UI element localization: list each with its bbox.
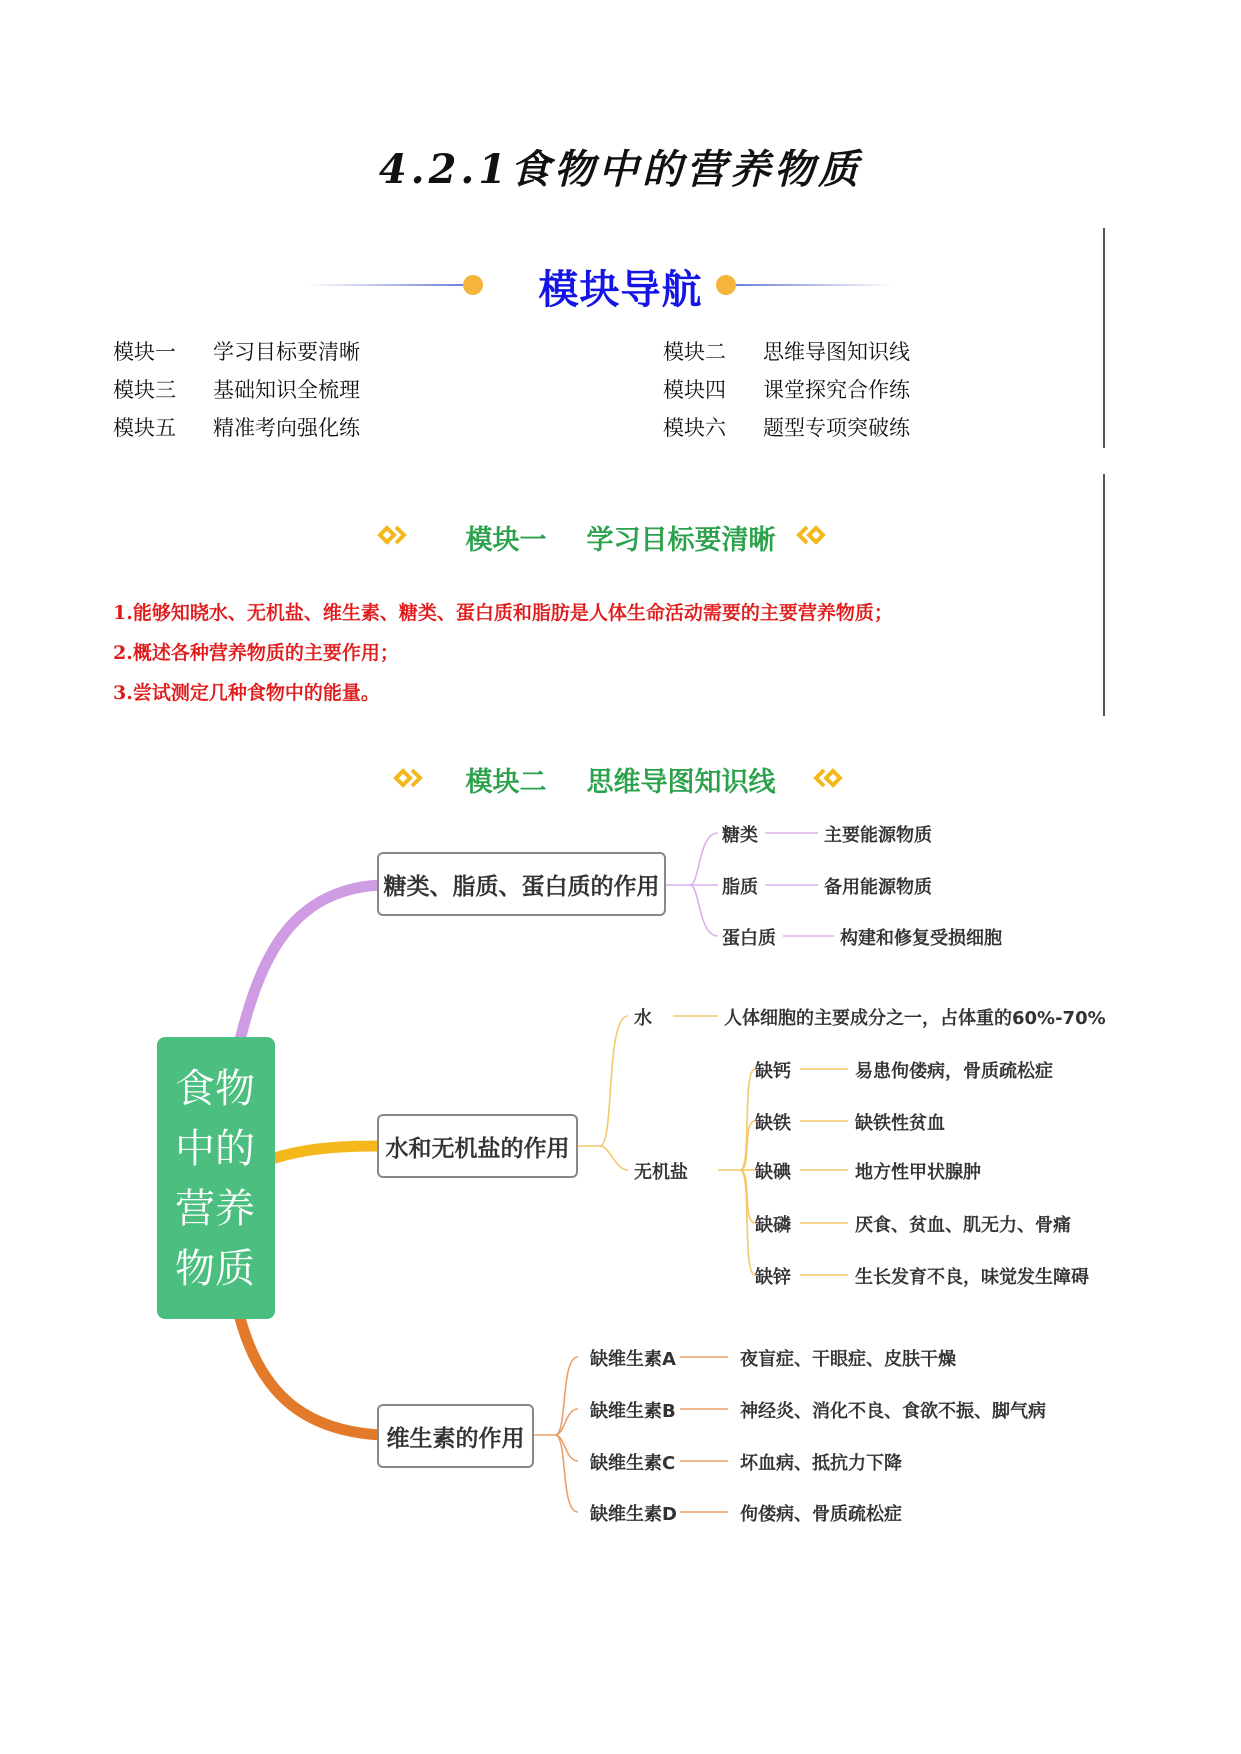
leaf-desc: 神经炎、消化不良、食欲不振、脚气病	[740, 1401, 1046, 1422]
leaf-desc: 缺铁性贫血	[855, 1113, 945, 1134]
leaf-name: 缺钙	[755, 1061, 791, 1082]
branch2-box: 水和无机盐的作用	[377, 1114, 578, 1178]
mindmap-root	[157, 1037, 275, 1319]
section2-num: 模块二	[465, 767, 547, 798]
leaf-name: 水	[634, 1008, 652, 1029]
leaf-name: 糖类	[722, 825, 758, 846]
leaf-desc: 易患佝偻病，骨质疏松症	[855, 1061, 1053, 1082]
leaf-name: 无机盐	[634, 1162, 688, 1183]
section2-name: 思维导图知识线	[586, 767, 776, 798]
leaf-desc: 夜盲症、干眼症、皮肤干燥	[740, 1349, 956, 1370]
nav-item-label: 思维导图知识线	[763, 340, 910, 364]
leaf-name: 缺维生素C	[590, 1453, 676, 1474]
root-line: 物质	[175, 1246, 255, 1292]
leaf-desc: 佝偻病、骨质疏松症	[740, 1504, 902, 1525]
nav-item-label: 课堂探究合作练	[763, 378, 910, 402]
root-line: 营养	[175, 1186, 255, 1232]
leaf-name: 脂质	[722, 877, 758, 898]
nav-item-num: 模块六	[663, 416, 726, 440]
leaf-name: 缺铁	[755, 1113, 791, 1134]
leaf-name: 缺锌	[755, 1267, 791, 1288]
section1-num: 模块一	[465, 525, 547, 556]
leaf-name: 缺碘	[755, 1162, 791, 1183]
nav-item-num: 模块一	[113, 340, 176, 364]
leaf-desc: 生长发育不良，味觉发生障碍	[855, 1267, 1089, 1288]
root-line: 中的	[175, 1126, 255, 1172]
goal-1: 1.能够知晓水、无机盐、维生素、糖类、蛋白质和脂肪是人体生命活动需要的主要营养物质；	[113, 602, 893, 624]
nav-title: 模块导航	[538, 267, 703, 313]
leaf-desc: 坏血病、抵抗力下降	[740, 1453, 902, 1474]
goal-3: 3.尝试测定几种食物中的能量。	[113, 682, 380, 704]
nav-item-num: 模块五	[113, 416, 176, 440]
nav-item-num: 模块三	[113, 378, 176, 402]
leaf-name: 缺维生素D	[590, 1504, 677, 1525]
leaf-name: 缺磷	[755, 1215, 791, 1236]
nav-item-label: 学习目标要清晰	[213, 340, 360, 364]
leaf-desc: 厌食、贫血、肌无力、骨痛	[855, 1215, 1071, 1236]
leaf-desc: 备用能源物质	[824, 877, 932, 898]
leaf-desc: 人体细胞的主要成分之一，占体重的60%-70%	[724, 1008, 1106, 1029]
nav-item-label: 基础知识全梳理	[213, 378, 360, 402]
nav-item-num: 模块二	[663, 340, 726, 364]
leaf-name: 缺维生素A	[590, 1349, 676, 1370]
document-title: 4.2.1食物中的营养物质	[378, 146, 863, 193]
leaf-desc: 构建和修复受损细胞	[840, 928, 1002, 949]
leaf-name: 缺维生素B	[590, 1401, 676, 1422]
goal-2: 2.概述各种营养物质的主要作用；	[113, 642, 399, 664]
section1-name: 学习目标要清晰	[586, 525, 776, 556]
leaf-desc: 地方性甲状腺肿	[855, 1162, 981, 1183]
nav-item-label: 精准考向强化练	[213, 416, 360, 440]
branch1-box: 糖类、脂质、蛋白质的作用	[377, 852, 666, 916]
leaf-desc: 主要能源物质	[824, 825, 932, 846]
nav-item-num: 模块四	[663, 378, 726, 402]
root-line: 食物	[175, 1066, 255, 1112]
branch3-box: 维生素的作用	[377, 1404, 534, 1468]
nav-item-label: 题型专项突破练	[763, 416, 910, 440]
leaf-name: 蛋白质	[722, 928, 776, 949]
